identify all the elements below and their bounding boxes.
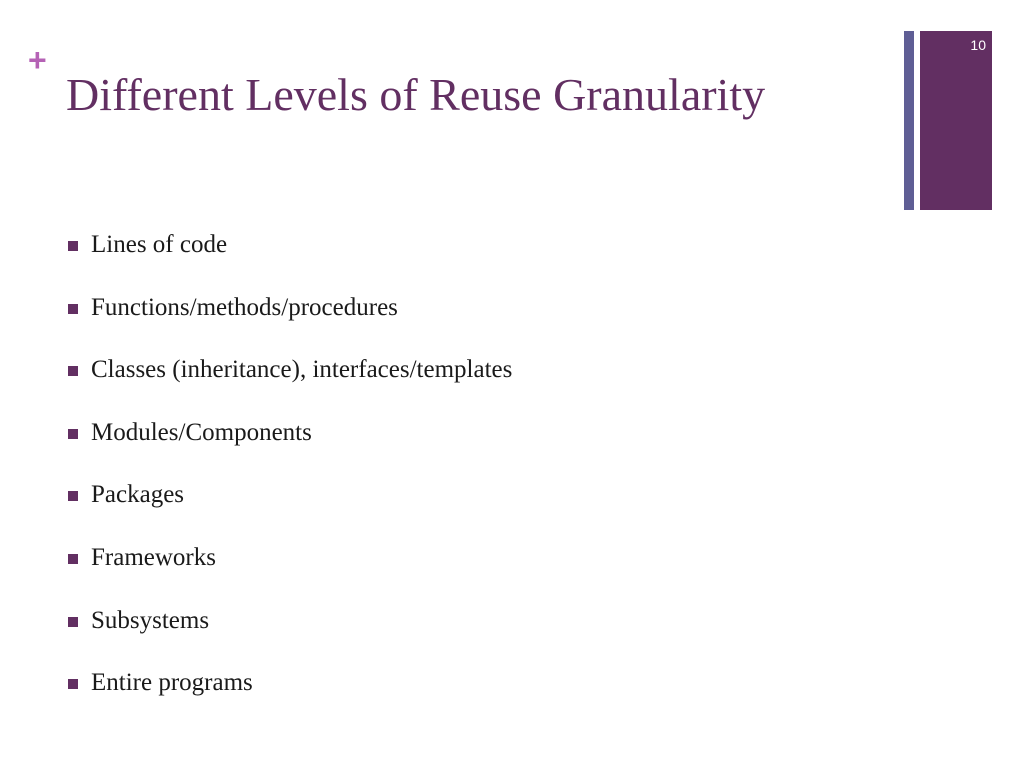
bullet-item (68, 228, 512, 291)
square-bullet-icon (68, 679, 78, 689)
bullet-item (68, 416, 512, 479)
bullet-item (68, 353, 512, 416)
square-bullet-icon (68, 554, 78, 564)
bullet-item (68, 604, 512, 667)
square-bullet-icon (68, 617, 78, 627)
square-bullet-icon (68, 241, 78, 251)
bullet-text: Classes (inheritance), interfaces/templates (91, 356, 513, 384)
bullet-item (68, 541, 512, 604)
bullet-text: Subsystems (91, 606, 210, 634)
square-bullet-icon (68, 366, 78, 376)
bullet-list (68, 228, 512, 729)
bullet-text: Entire programs (91, 669, 253, 697)
bullet-item (68, 478, 512, 541)
square-bullet-icon (68, 491, 78, 501)
bullet-text: Modules/Components (91, 418, 312, 446)
decorative-bar-thin (904, 31, 914, 210)
square-bullet-icon (68, 304, 78, 314)
slide-number-box (920, 31, 992, 210)
bullet-text: Frameworks (91, 543, 216, 571)
bullet-text: Packages (91, 481, 185, 509)
slide-title: Different Levels of Reuse Granularity (66, 69, 766, 120)
square-bullet-icon (68, 429, 78, 439)
bullet-text: Lines of code (91, 231, 228, 258)
plus-icon: + (28, 42, 47, 78)
bullet-text: Functions/methods/procedures (91, 293, 398, 321)
bullet-item (68, 291, 512, 354)
bullet-item (68, 666, 512, 729)
slide-number: 10 (970, 37, 986, 53)
